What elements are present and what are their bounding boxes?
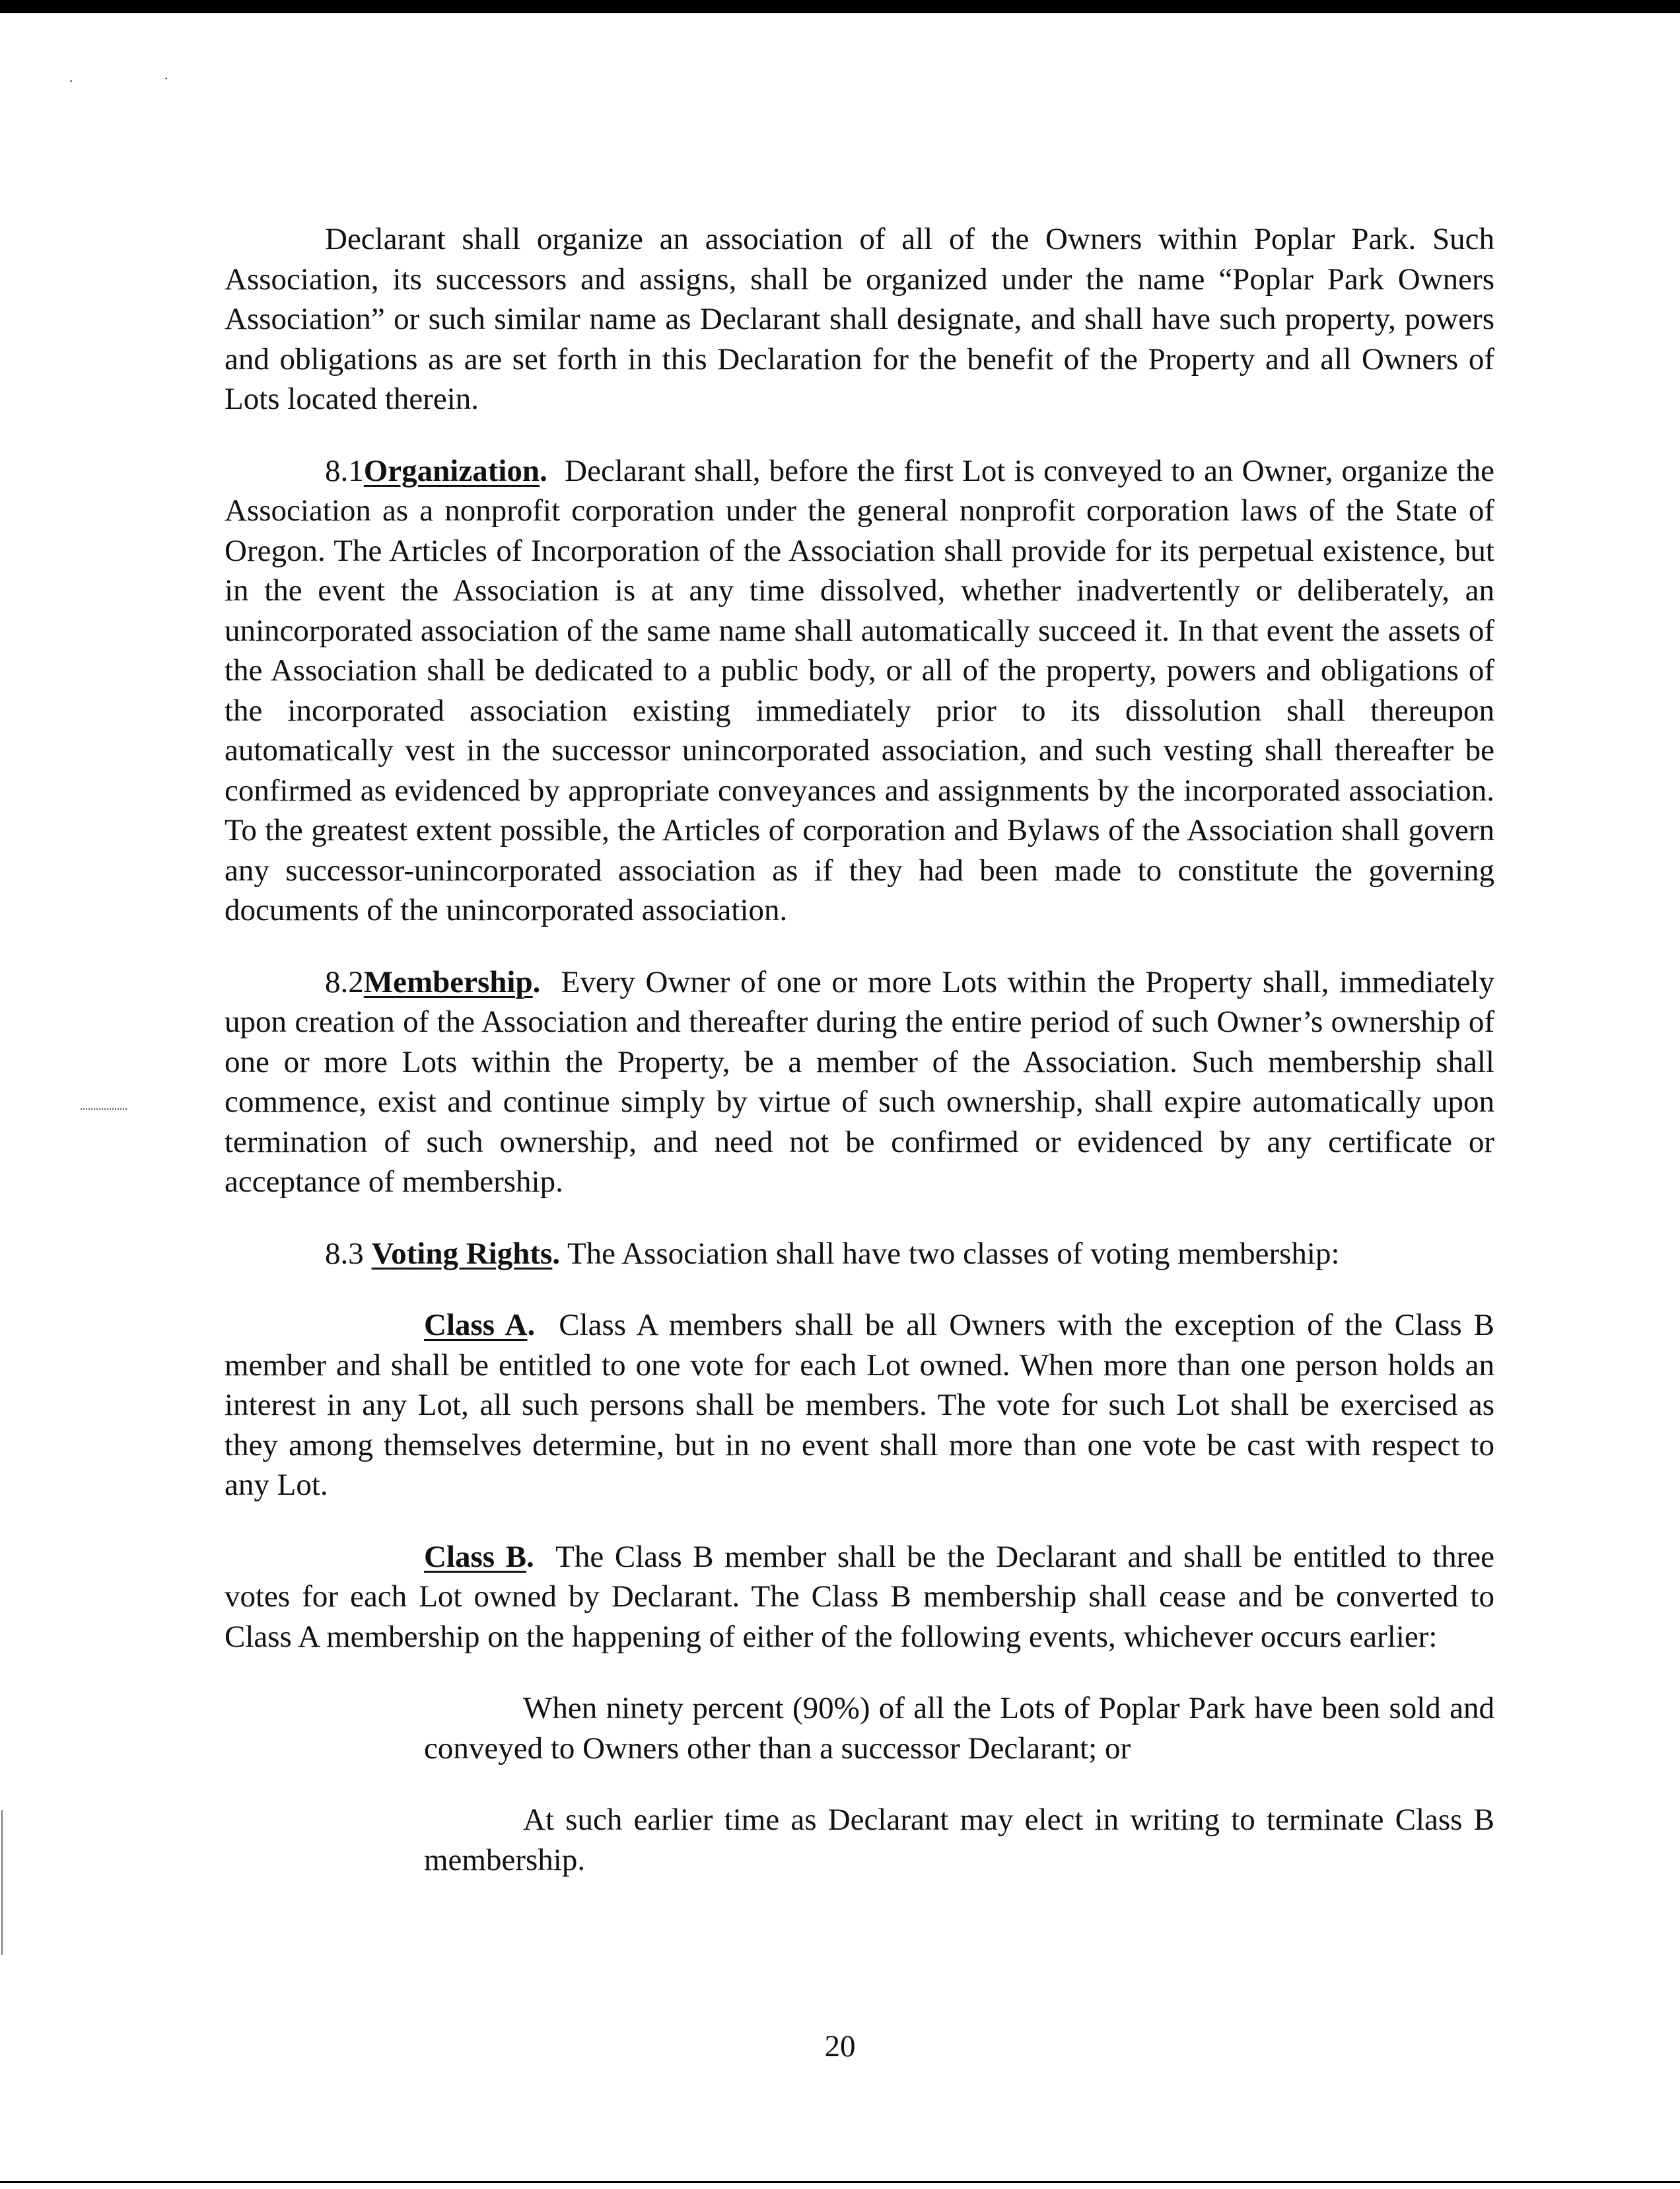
section-number: 8.2 <box>325 964 364 999</box>
scan-speck: · <box>164 70 169 87</box>
section-heading: Membership <box>363 964 533 999</box>
scan-smudge <box>81 1102 127 1110</box>
section-heading: Voting Rights <box>371 1236 553 1271</box>
section-number: 8.1 <box>325 453 364 488</box>
scan-top-border <box>0 0 1680 13</box>
heading-punct: . <box>526 1539 534 1574</box>
section-text: Every Owner of one or more Lots within the Property shall, immediately upon creation of the Association and thereafter during the entire period of such Owner’s ownership of one or more Lots within the Property, be a member of the Association. Such membership shall commence, exist and continue simply by virtue of such ownership, shall expire automatically upon termination of such ownership, and need not be confirmed or evidenced by any certificate or acceptance of membership. <box>225 964 1494 1199</box>
document-body <box>225 219 1494 1912</box>
section-8-1 <box>225 451 1494 931</box>
section-text: The Association shall have two classes of voting membership: <box>567 1236 1340 1271</box>
event-item: When ninety percent (90%) of all the Lots of Poplar Park have been sold and conveyed to Owners other than a successor Declarant; or <box>424 1691 1494 1766</box>
heading-punct: . <box>527 1308 536 1342</box>
heading-punct: . <box>540 453 547 488</box>
section-8-2 <box>225 962 1494 1202</box>
class-heading: Class A <box>424 1308 528 1342</box>
section-8-3 <box>225 1234 1494 1274</box>
heading-punct: . <box>552 1236 561 1271</box>
class-text: Class A members shall be all Owners with the exception of the Class B member and shall be entitled to one vote for each Lot owned. When more than one person holds an interest in any Lot, all such persons shall be members. The vote for such Lot shall be exercised as they among themselves determine, but in no event shall more than one vote be cast with respect to any Lot. <box>225 1308 1495 1502</box>
class-a-paragraph <box>225 1305 1494 1505</box>
class-b-paragraph <box>225 1537 1494 1657</box>
class-text: The Class B member shall be the Declarant and shall be entitled to three votes for each Lot owned by Declarant. The Class B membership shall cease and be converted to Class A membership on the happening of either of the following events, whichever occurs earlier: <box>225 1539 1494 1654</box>
intro-paragraph: Declarant shall organize an association of all of the Owners within Poplar Park. Such Association, its successors and assigns, shall be organized under the name “Poplar Park Owners Association” or such similar name as Declarant shall designate, and shall have such property, powers and obligations as are set forth in this Declaration for the benefit of the Property and all Owners of Lots located therein. <box>225 222 1494 416</box>
scan-speck: · <box>69 73 74 89</box>
class-heading: Class B <box>424 1539 527 1574</box>
section-text: Declarant shall, before the first Lot is conveyed to an Owner, organize the Association as a nonprofit corporation under the general nonprofit corporation laws of the State of Oregon. The Articles of Incorporation of the Association shall provide for its perpetual existence, but in the event the Association is at any time dissolved, whether inadvertently or deliberately, an unincorporated association of the same name shall automatically succeed it. In that event the assets of the Association shall be dedicated to a public body, or all of the property, powers and obligations of the incorporated association existing immediately prior to its dissolution shall thereupon automatically vest in the successor unincorporated association, and such vesting shall thereafter be confirmed as evidenced by appropriate conveyances and assignments by the incorporated association. To the greatest extent possible, the Articles of corporation and Bylaws of the Association shall govern any successor-unincorporated association as if they had been made to constitute the governing documents of the unincorporated association. <box>225 453 1495 927</box>
section-number: 8.3 <box>325 1236 364 1271</box>
event-item: At such earlier time as Declarant may elect in writing to terminate Class B membership. <box>424 1803 1494 1877</box>
scan-bottom-rule <box>0 2181 1680 2183</box>
scan-edge-line <box>1 1810 3 1955</box>
heading-punct: . <box>532 964 541 999</box>
page-number: 20 <box>824 2029 856 2063</box>
section-heading: Organization <box>363 453 540 488</box>
